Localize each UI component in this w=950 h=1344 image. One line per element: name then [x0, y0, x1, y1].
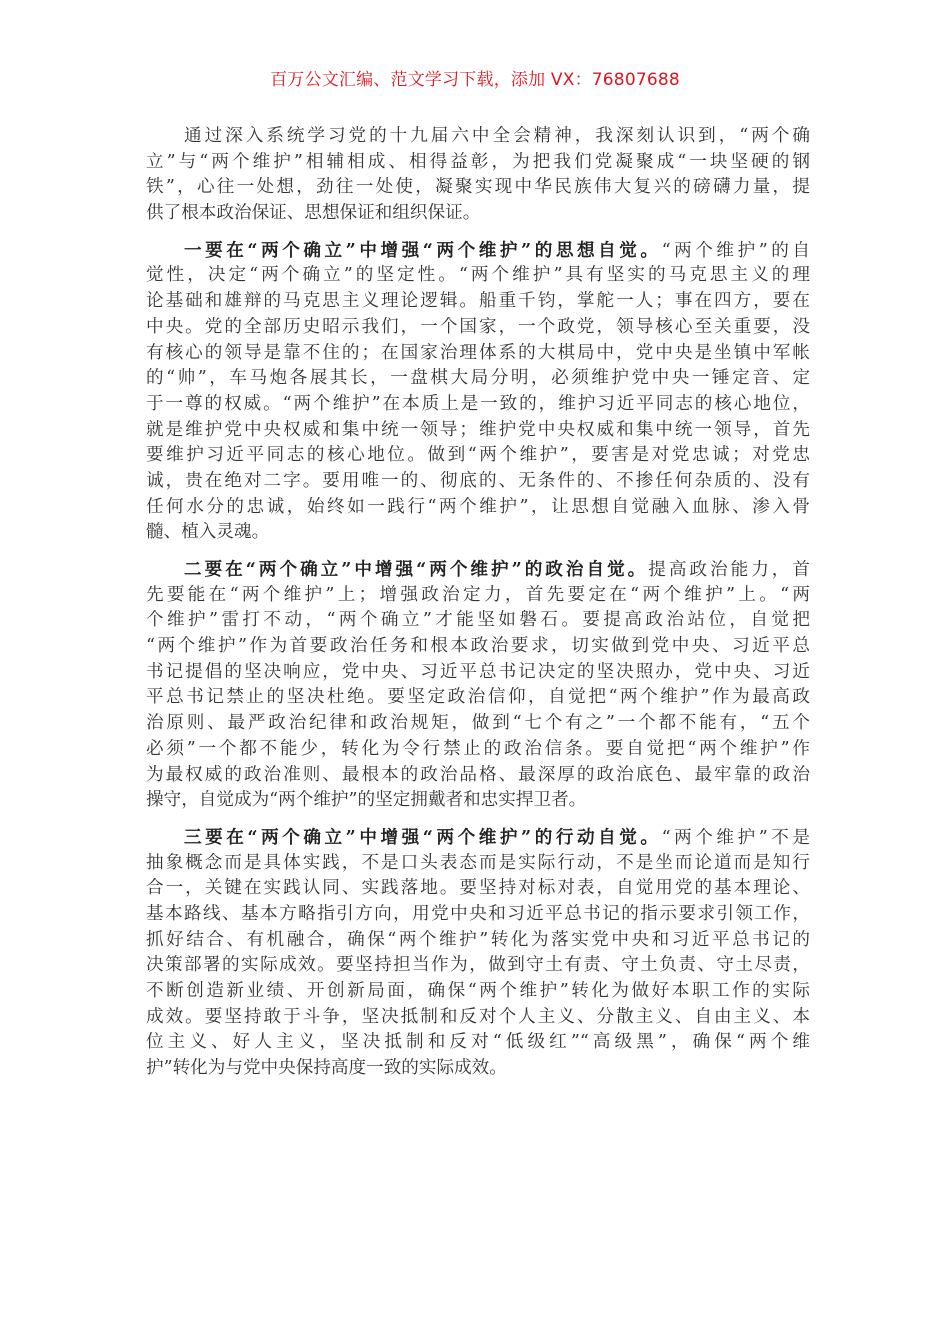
text-line: 不断创造新业绩、开创新局面，确保“两个维护”转化为做好本职工作的实际	[146, 981, 810, 1001]
paragraph-action	[146, 825, 810, 1082]
text-line	[146, 557, 810, 583]
paragraph-heading: 二要在“两个确立”中增强“两个维护”的政治自觉。	[184, 559, 649, 580]
promo-header: 百万公文汇编、范文学习下载，添加 VX：76807688	[270, 70, 680, 90]
text-line: 为最权威的政治准则、最根本的政治品格、最深厚的政治底色、最牢靠的政治	[146, 764, 810, 785]
text-line: 于一尊的权威。“两个维护”在本质上是一致的，维护习近平同志的核心地位，	[146, 393, 810, 414]
text-run: “两个维护”的自	[661, 240, 811, 261]
text-line: 觉性，决定“两个确立”的坚定性。“两个维护”具有坚实的马克思主义的理	[146, 265, 810, 286]
text-line: 成效。要坚持敢于斗争，坚决抵制和反对个人主义、分散主义、自由主义、本	[146, 1006, 810, 1027]
text-line: 个维护”雷打不动，“两个确立”才能坚如磐石。要提高政治站位，自觉把	[146, 610, 810, 631]
text-line	[146, 825, 810, 851]
paragraph-heading: 一要在“两个确立”中增强“两个维护”的思想自觉。	[184, 239, 662, 261]
text-line: 治原则、最严政治纪律和政治规矩，做到“七个有之”一个都不能有，“五个	[146, 713, 810, 734]
text-line: 通过深入系统学习党的十九届六中全会精神，我深刻认识到，“两个确	[184, 126, 810, 146]
paragraph-heading: 三要在“两个确立”中增强“两个维护”的行动自觉。	[184, 826, 662, 848]
text-line: 任何水分的忠诚，始终如一践行“两个维护”，让思想自觉融入血脉、渗入骨	[146, 496, 810, 517]
text-line: 要维护习近平同志的核心地位。做到“两个维护”，要害是对党忠诚；对党忠	[146, 445, 810, 466]
text-run: “两个维护”不是	[661, 827, 811, 848]
text-line: 供了根本政治保证、思想保证和组织保证。	[146, 203, 481, 224]
text-run: 提高政治能力，首	[648, 560, 810, 580]
text-line: 合一，关键在实践认同、实践落地。要坚持对标对表，自觉用党的基本理论、	[146, 878, 810, 899]
text-line: 位主义、好人主义，坚决抵制和反对“低级红”“高级黑”，确保“两个维	[146, 1032, 810, 1053]
paragraph-ideological	[146, 238, 810, 546]
text-line: 有核心的领导是靠不住的；在国家治理体系的大棋局中，党中央是坐镇中军帐	[146, 342, 810, 363]
text-line: 论基础和雄辩的马克思主义理论逻辑。船重千钧，掌舵一人；事在四方，要在	[146, 291, 810, 312]
text-line: 基本路线、基本方略指引方向，用党中央和习近平总书记的指示要求引领工作，	[146, 903, 810, 924]
text-line: 就是维护党中央权威和集中统一领导；维护党中央权威和集中统一领导，首先	[146, 419, 810, 440]
text-line: 抽象概念而是具体实践，不是口头表态而是实际行动，不是坐而论道而是知行	[146, 852, 810, 873]
text-line: 必须”一个都不能少，转化为令行禁止的政治信条。要自觉把“两个维护”作	[146, 738, 810, 759]
paragraph-intro	[146, 124, 810, 227]
text-line: 平总书记禁止的坚决杜绝。要坚定政治信仰，自觉把“两个维护”作为最高政	[146, 687, 810, 708]
text-line: 决策部署的实际成效。要坚持担当作为，做到守土有责、守土负责、守土尽责，	[146, 955, 810, 976]
text-line	[146, 238, 810, 264]
text-line: 先要能在“两个维护”上；增强政治定力，首先要定在“两个维护”上。“两	[146, 584, 810, 605]
text-line: 操守，自觉成为“两个维护”的坚定拥戴者和忠实捍卫者。	[146, 790, 587, 811]
text-line: 中央。党的全部历史昭示我们，一个国家，一个政党，领导核心至关重要，没	[146, 316, 810, 337]
text-line: 抓好结合、有机融合，确保“两个维护”转化为落实党中央和习近平总书记的	[146, 929, 810, 950]
text-line: 的“帅”，车马炮各展其长，一盘棋大局分明，必须维护党中央一锤定音、定	[146, 368, 810, 389]
text-line: 书记提倡的坚决响应，党中央、习近平总书记决定的坚决照办，党中央、习近	[146, 661, 810, 682]
paragraph-political	[146, 557, 810, 814]
document-body	[146, 124, 810, 1093]
text-line: 诚，贵在绝对二字。要用唯一的、彻底的、无条件的、不掺任何杂质的、没有	[146, 470, 810, 491]
text-line: 铁”，心往一处想，劲往一处使，凝聚实现中华民族伟大复兴的磅礴力量，提	[146, 177, 810, 198]
text-line: 立”与“两个维护”相辅相成、相得益彰，为把我们党凝聚成“一块坚硬的钢	[146, 151, 810, 172]
text-line: 护”转化为与党中央保持高度一致的实际成效。	[146, 1058, 507, 1079]
text-line: 髓、植入灵魂。	[146, 522, 270, 543]
text-line: “两个维护”作为首要政治任务和根本政治要求，切实做到党中央、习近平总	[146, 636, 810, 657]
